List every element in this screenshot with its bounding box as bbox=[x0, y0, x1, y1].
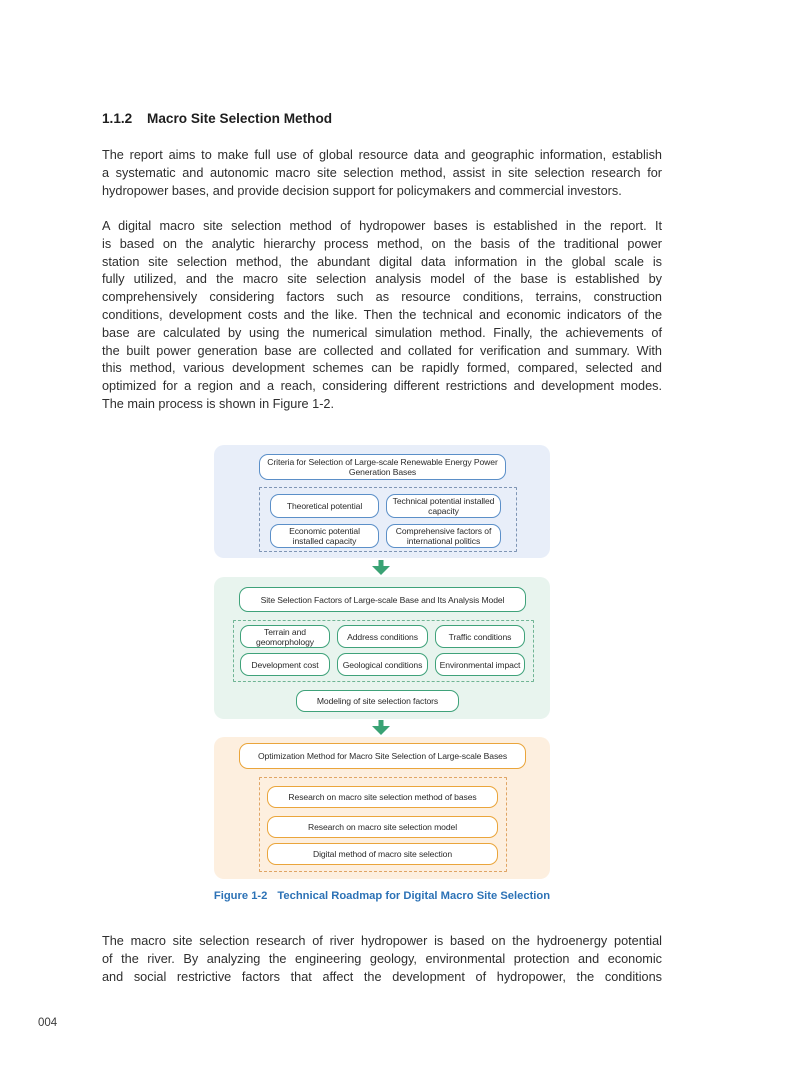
stage1-item-theoretical: Theoretical potential bbox=[270, 494, 379, 518]
arrow-down-icon bbox=[372, 560, 390, 576]
stage1-item-political: Comprehensive factors of international politics bbox=[386, 524, 501, 548]
figure-number: Figure 1-2 bbox=[213, 890, 268, 902]
stage3-item-method: Research on macro site selection method of bases bbox=[267, 786, 498, 808]
section-heading bbox=[102, 111, 332, 126]
text-line: this method, various development schemes can be rapidly formed, compared, selected and bbox=[102, 361, 662, 376]
stage2-item-geological: Geological conditions bbox=[337, 653, 428, 676]
paragraph-method bbox=[102, 218, 662, 414]
text-line: fully utilized, and the macro site selection analysis model of the base is established by bbox=[102, 272, 662, 287]
text-line: is based on the analytic hierarchy process method, on the basis of the traditional power bbox=[102, 236, 662, 251]
stage1-item-economic: Economic potential installed capacity bbox=[270, 524, 379, 548]
text-line: The report aims to make full use of global resource data and geographic information, establish bbox=[102, 148, 662, 162]
stage2-footer-box: Modeling of site selection factors bbox=[296, 690, 459, 712]
stage2-item-terrain: Terrain and geomorphology bbox=[240, 625, 330, 648]
text-line: optimized for a region and a reach, considering different restrictions and development modes. bbox=[102, 379, 662, 394]
text-line: The main process is shown in Figure 1-2. bbox=[102, 396, 334, 411]
text-line: comprehensively considering factors such as resource conditions, terrains, construction bbox=[102, 290, 662, 305]
text-line: A digital macro site selection method of hydropower bases is established in the report. It bbox=[102, 219, 662, 233]
stage2-title-box: Site Selection Factors of Large-scale Base and Its Analysis Model bbox=[239, 587, 526, 612]
figure-caption bbox=[0, 890, 764, 902]
stage3-title-box: Optimization Method for Macro Site Selection of Large-scale Bases bbox=[239, 743, 526, 769]
text-line: The macro site selection research of river hydropower is based on the hydroenergy potential bbox=[102, 934, 662, 948]
text-line: station site selection method, the abundant digital data information in the global scale is bbox=[102, 254, 662, 269]
text-line: hydropower bases, and provide decision support for policymakers and commercial investors. bbox=[102, 183, 622, 198]
text-line: base are calculated by using the numerical simulation method. Finally, the achievements of bbox=[102, 325, 662, 340]
paragraph-river-hydropower bbox=[102, 933, 662, 986]
stage2-item-traffic: Traffic conditions bbox=[435, 625, 525, 648]
section-number: 1.1.2 bbox=[102, 111, 133, 126]
page-number: 004 bbox=[38, 1017, 58, 1029]
stage3-item-model: Research on macro site selection model bbox=[267, 816, 498, 838]
stage2-item-address: Address conditions bbox=[337, 625, 428, 648]
text-line: the built power generation base are collected and collated for verification and summary. With bbox=[102, 343, 662, 358]
stage3-item-digital: Digital method of macro site selection bbox=[267, 843, 498, 865]
text-line: of the river. By analyzing the engineering geology, environmental protection and economic bbox=[102, 951, 662, 966]
figure-title: Technical Roadmap for Digital Macro Site Selection bbox=[277, 890, 551, 902]
stage1-title-box: Criteria for Selection of Large-scale Renewable Energy Power Generation Bases bbox=[259, 454, 506, 480]
arrow-down-icon bbox=[372, 720, 390, 736]
section-title: Macro Site Selection Method bbox=[147, 111, 333, 126]
text-line: and social restrictive factors that affect the development of hydropower, the conditions bbox=[102, 969, 662, 984]
text-line: a systematic and autonomic macro site selection method, assist in site selection research for bbox=[102, 165, 662, 180]
stage1-item-technical: Technical potential installed capacity bbox=[386, 494, 501, 518]
text-line: conditions, development costs and the like. Then the technical and economic indicators of the bbox=[102, 307, 662, 322]
stage2-item-development-cost: Development cost bbox=[240, 653, 330, 676]
paragraph-intro bbox=[102, 147, 662, 200]
stage2-item-environmental: Environmental impact bbox=[435, 653, 525, 676]
